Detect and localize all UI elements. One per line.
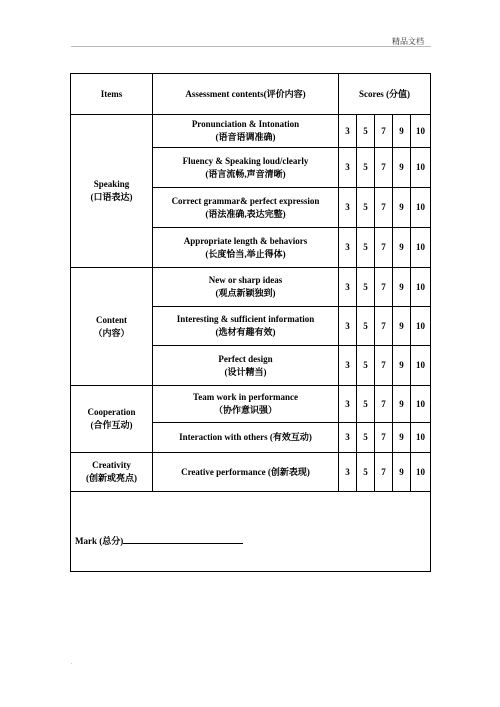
score-9[interactable]: 9 — [393, 423, 411, 453]
score-7[interactable]: 7 — [375, 423, 393, 453]
criterion-pronunciation: Pronunciation & Intonation (语音语调准确) — [153, 115, 339, 148]
score-3[interactable]: 3 — [339, 453, 357, 492]
criterion-teamwork: Team work in performance （协作意识强） — [153, 386, 339, 423]
mark-underline[interactable] — [123, 534, 243, 544]
table-row — [71, 268, 431, 307]
score-9[interactable]: 9 — [393, 188, 411, 228]
table-row — [71, 386, 431, 423]
score-10[interactable]: 10 — [411, 386, 431, 423]
score-3[interactable]: 3 — [339, 268, 357, 307]
criterion-interaction: Interaction with others (有效互动) — [153, 423, 339, 453]
criterion-information: Interesting & sufficient information (选材有趣有效) — [153, 307, 339, 346]
header-rule — [71, 46, 431, 47]
score-10[interactable]: 10 — [411, 423, 431, 453]
table-row — [71, 115, 431, 148]
score-5[interactable]: 5 — [357, 307, 375, 346]
score-5[interactable]: 5 — [357, 386, 375, 423]
score-9[interactable]: 9 — [393, 307, 411, 346]
score-5[interactable]: 5 — [357, 148, 375, 188]
mark-label: Mark (总分) — [75, 536, 124, 546]
score-3[interactable]: 3 — [339, 148, 357, 188]
criterion-fluency: Fluency & Speaking loud/clearly (语言流畅,声音清晰) — [153, 148, 339, 188]
score-3[interactable]: 3 — [339, 346, 357, 386]
assessment-table — [70, 73, 431, 572]
score-9[interactable]: 9 — [393, 346, 411, 386]
score-10[interactable]: 10 — [411, 453, 431, 492]
score-7[interactable]: 7 — [375, 386, 393, 423]
mark-row — [71, 492, 431, 572]
score-9[interactable]: 9 — [393, 228, 411, 268]
score-10[interactable]: 10 — [411, 346, 431, 386]
contents-header: Assessment contents(评价内容) — [153, 74, 339, 115]
score-3[interactable]: 3 — [339, 188, 357, 228]
score-9[interactable]: 9 — [393, 268, 411, 307]
group-label-speaking: Speaking (口语表达) — [71, 115, 153, 268]
score-10[interactable]: 10 — [411, 148, 431, 188]
criterion-length: Appropriate length & behaviors (长度恰当,举止得体) — [153, 228, 339, 268]
criterion-creative: Creative performance (创新表现) — [153, 453, 339, 492]
score-3[interactable]: 3 — [339, 228, 357, 268]
score-9[interactable]: 9 — [393, 115, 411, 148]
document-label: 精品文档 — [392, 37, 424, 46]
score-9[interactable]: 9 — [393, 386, 411, 423]
scores-header: Scores (分值) — [339, 74, 431, 115]
score-5[interactable]: 5 — [357, 115, 375, 148]
score-10[interactable]: 10 — [411, 228, 431, 268]
table-row — [71, 453, 431, 492]
criterion-grammar: Correct grammar& perfect expression (语法准确,表达完整) — [153, 188, 339, 228]
mark-field[interactable] — [75, 534, 243, 548]
score-7[interactable]: 7 — [375, 115, 393, 148]
score-7[interactable]: 7 — [375, 148, 393, 188]
score-5[interactable]: 5 — [357, 423, 375, 453]
score-10[interactable]: 10 — [411, 307, 431, 346]
score-10[interactable]: 10 — [411, 188, 431, 228]
score-7[interactable]: 7 — [375, 228, 393, 268]
criterion-design: Perfect design (设计精当) — [153, 346, 339, 386]
score-7[interactable]: 7 — [375, 188, 393, 228]
group-label-creativity: Creativity (创新或亮点) — [71, 453, 153, 492]
group-label-cooperation: Cooperation (合作互动) — [71, 386, 153, 453]
items-header: Items — [71, 74, 153, 115]
header-row — [71, 74, 431, 115]
score-7[interactable]: 7 — [375, 307, 393, 346]
score-10[interactable]: 10 — [411, 268, 431, 307]
score-7[interactable]: 7 — [375, 453, 393, 492]
score-3[interactable]: 3 — [339, 307, 357, 346]
score-5[interactable]: 5 — [357, 453, 375, 492]
criterion-ideas: New or sharp ideas (观点新颖独到) — [153, 268, 339, 307]
score-3[interactable]: 3 — [339, 386, 357, 423]
mark-cell — [71, 492, 431, 572]
score-5[interactable]: 5 — [357, 228, 375, 268]
score-5[interactable]: 5 — [357, 268, 375, 307]
score-5[interactable]: 5 — [357, 188, 375, 228]
footer-dot: . — [71, 660, 73, 666]
score-7[interactable]: 7 — [375, 346, 393, 386]
score-10[interactable]: 10 — [411, 115, 431, 148]
score-5[interactable]: 5 — [357, 346, 375, 386]
score-9[interactable]: 9 — [393, 453, 411, 492]
score-7[interactable]: 7 — [375, 268, 393, 307]
score-9[interactable]: 9 — [393, 148, 411, 188]
group-label-content: Content （内容） — [71, 268, 153, 386]
score-3[interactable]: 3 — [339, 423, 357, 453]
score-3[interactable]: 3 — [339, 115, 357, 148]
